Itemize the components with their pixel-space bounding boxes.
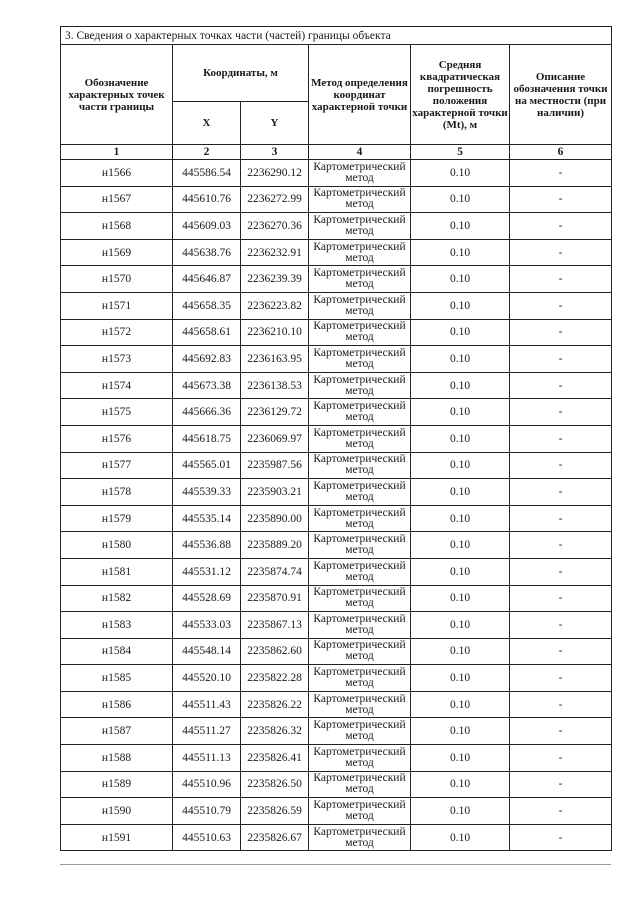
- method-line2: метод: [345, 304, 374, 317]
- method-cell: [309, 266, 411, 293]
- accuracy-cell: 0.10: [411, 479, 510, 506]
- accuracy-cell: 0.10: [411, 452, 510, 479]
- y-coordinate-cell: 2235889.20: [241, 532, 309, 559]
- accuracy-cell: 0.10: [411, 612, 510, 639]
- method-line1: Картометрический: [313, 639, 406, 652]
- description-cell: -: [510, 479, 612, 506]
- method-line2: метод: [345, 597, 374, 610]
- table-row: [61, 824, 612, 851]
- y-coordinate-cell: 2236223.82: [241, 292, 309, 319]
- header-accuracy: Средняя квадратическая погрешность положения характерной точки (Mt), м: [411, 45, 510, 145]
- description-cell: -: [510, 160, 612, 187]
- description-cell: -: [510, 425, 612, 452]
- column-number: 6: [510, 145, 612, 160]
- x-coordinate-cell: 445539.33: [173, 479, 241, 506]
- header-y: Y: [241, 102, 309, 145]
- section-title: 3. Сведения о характерных точках части (частей) границы объекта: [61, 27, 612, 45]
- description-cell: -: [510, 665, 612, 692]
- table-row: [61, 745, 612, 772]
- y-coordinate-cell: 2235870.91: [241, 585, 309, 612]
- description-cell: -: [510, 771, 612, 798]
- description-cell: -: [510, 266, 612, 293]
- description-cell: -: [510, 239, 612, 266]
- column-number: 2: [173, 145, 241, 160]
- method-line1: Картометрический: [313, 799, 406, 812]
- method-cell: [309, 505, 411, 532]
- method-line2: метод: [345, 836, 374, 849]
- method-line1: Картометрический: [313, 453, 406, 466]
- table-row: [61, 160, 612, 187]
- table-row: [61, 771, 612, 798]
- method-line2: метод: [345, 490, 374, 503]
- header-designation: Обозначение характерных точек части границы: [61, 45, 173, 145]
- method-line1: Картометрический: [313, 666, 406, 679]
- accuracy-cell: 0.10: [411, 745, 510, 772]
- accuracy-cell: 0.10: [411, 558, 510, 585]
- method-cell: [309, 479, 411, 506]
- description-cell: -: [510, 319, 612, 346]
- accuracy-cell: 0.10: [411, 160, 510, 187]
- y-coordinate-cell: 2236210.10: [241, 319, 309, 346]
- accuracy-cell: 0.10: [411, 691, 510, 718]
- table-row: [61, 691, 612, 718]
- x-coordinate-cell: 445609.03: [173, 213, 241, 240]
- table-row: [61, 213, 612, 240]
- y-coordinate-cell: 2236272.99: [241, 186, 309, 213]
- method-line2: метод: [345, 677, 374, 690]
- method-cell: [309, 319, 411, 346]
- table-row: [61, 346, 612, 373]
- y-coordinate-cell: 2235862.60: [241, 638, 309, 665]
- accuracy-cell: 0.10: [411, 585, 510, 612]
- column-number: 5: [411, 145, 510, 160]
- point-id-cell: н1574: [61, 372, 173, 399]
- point-id-cell: н1589: [61, 771, 173, 798]
- y-coordinate-cell: 2236138.53: [241, 372, 309, 399]
- table-row: [61, 665, 612, 692]
- method-line2: метод: [345, 544, 374, 557]
- method-line1: Картометрический: [313, 586, 406, 599]
- method-cell: [309, 346, 411, 373]
- description-cell: -: [510, 213, 612, 240]
- point-id-cell: н1570: [61, 266, 173, 293]
- y-coordinate-cell: 2235826.22: [241, 691, 309, 718]
- table-row: [61, 718, 612, 745]
- table-row: [61, 638, 612, 665]
- point-id-cell: н1582: [61, 585, 173, 612]
- point-id-cell: н1581: [61, 558, 173, 585]
- table-body: [61, 160, 612, 851]
- accuracy-cell: 0.10: [411, 186, 510, 213]
- table-row: [61, 612, 612, 639]
- x-coordinate-cell: 445638.76: [173, 239, 241, 266]
- point-id-cell: н1591: [61, 824, 173, 851]
- table-row: [61, 292, 612, 319]
- method-cell: [309, 399, 411, 426]
- table-row: [61, 266, 612, 293]
- y-coordinate-cell: 2235822.28: [241, 665, 309, 692]
- accuracy-cell: 0.10: [411, 292, 510, 319]
- method-cell: [309, 292, 411, 319]
- method-line2: метод: [345, 437, 374, 450]
- description-cell: -: [510, 292, 612, 319]
- method-line1: Картометрический: [313, 160, 406, 173]
- y-coordinate-cell: 2235826.67: [241, 824, 309, 851]
- accuracy-cell: 0.10: [411, 824, 510, 851]
- table-row: [61, 558, 612, 585]
- x-coordinate-cell: 445531.12: [173, 558, 241, 585]
- method-line2: метод: [345, 224, 374, 237]
- description-cell: -: [510, 745, 612, 772]
- point-id-cell: н1566: [61, 160, 173, 187]
- description-cell: -: [510, 372, 612, 399]
- point-id-cell: н1578: [61, 479, 173, 506]
- method-line1: Картометрический: [313, 267, 406, 280]
- x-coordinate-cell: 445658.61: [173, 319, 241, 346]
- table-row: [61, 452, 612, 479]
- table-row: [61, 239, 612, 266]
- point-id-cell: н1580: [61, 532, 173, 559]
- method-cell: [309, 612, 411, 639]
- method-line1: Картометрический: [313, 240, 406, 253]
- method-line1: Картометрический: [313, 373, 406, 386]
- method-cell: [309, 745, 411, 772]
- method-line2: метод: [345, 278, 374, 291]
- method-line1: Картометрический: [313, 213, 406, 226]
- method-cell: [309, 425, 411, 452]
- x-coordinate-cell: 445586.54: [173, 160, 241, 187]
- point-id-cell: н1576: [61, 425, 173, 452]
- x-coordinate-cell: 445510.96: [173, 771, 241, 798]
- page-bottom-rule: [60, 864, 611, 865]
- method-line2: метод: [345, 570, 374, 583]
- header-method: Метод определения координат характерной точки: [309, 45, 411, 145]
- accuracy-cell: 0.10: [411, 532, 510, 559]
- accuracy-cell: 0.10: [411, 718, 510, 745]
- method-line2: метод: [345, 198, 374, 211]
- method-line1: Картометрический: [313, 745, 406, 758]
- table-row: [61, 399, 612, 426]
- method-cell: [309, 372, 411, 399]
- accuracy-cell: 0.10: [411, 425, 510, 452]
- point-id-cell: н1571: [61, 292, 173, 319]
- table-row: [61, 425, 612, 452]
- accuracy-cell: 0.10: [411, 771, 510, 798]
- method-line1: Картометрический: [313, 293, 406, 306]
- description-cell: -: [510, 346, 612, 373]
- method-line1: Картометрический: [313, 825, 406, 838]
- accuracy-cell: 0.10: [411, 505, 510, 532]
- method-cell: [309, 665, 411, 692]
- description-cell: -: [510, 638, 612, 665]
- method-line1: Картометрический: [313, 692, 406, 705]
- method-line2: метод: [345, 783, 374, 796]
- point-id-cell: н1584: [61, 638, 173, 665]
- method-cell: [309, 558, 411, 585]
- point-id-cell: н1569: [61, 239, 173, 266]
- header-x: X: [173, 102, 241, 145]
- method-line1: Картометрический: [313, 346, 406, 359]
- description-cell: -: [510, 558, 612, 585]
- x-coordinate-cell: 445610.76: [173, 186, 241, 213]
- description-cell: -: [510, 399, 612, 426]
- y-coordinate-cell: 2235874.74: [241, 558, 309, 585]
- x-coordinate-cell: 445520.10: [173, 665, 241, 692]
- method-line1: Картометрический: [313, 612, 406, 625]
- description-cell: -: [510, 718, 612, 745]
- method-line1: Картометрический: [313, 719, 406, 732]
- y-coordinate-cell: 2236232.91: [241, 239, 309, 266]
- x-coordinate-cell: 445666.36: [173, 399, 241, 426]
- description-cell: -: [510, 612, 612, 639]
- table-row: [61, 798, 612, 825]
- point-id-cell: н1579: [61, 505, 173, 532]
- point-id-cell: н1585: [61, 665, 173, 692]
- x-coordinate-cell: 445511.13: [173, 745, 241, 772]
- point-id-cell: н1575: [61, 399, 173, 426]
- x-coordinate-cell: 445565.01: [173, 452, 241, 479]
- point-id-cell: н1587: [61, 718, 173, 745]
- boundary-points-document: [60, 26, 611, 851]
- method-line2: метод: [345, 331, 374, 344]
- x-coordinate-cell: 445535.14: [173, 505, 241, 532]
- method-cell: [309, 638, 411, 665]
- method-cell: [309, 239, 411, 266]
- description-cell: -: [510, 798, 612, 825]
- description-cell: -: [510, 824, 612, 851]
- description-cell: -: [510, 532, 612, 559]
- method-cell: [309, 824, 411, 851]
- method-cell: [309, 452, 411, 479]
- y-coordinate-cell: 2236129.72: [241, 399, 309, 426]
- x-coordinate-cell: 445692.83: [173, 346, 241, 373]
- y-coordinate-cell: 2236290.12: [241, 160, 309, 187]
- description-cell: -: [510, 505, 612, 532]
- x-coordinate-cell: 445528.69: [173, 585, 241, 612]
- y-coordinate-cell: 2236239.39: [241, 266, 309, 293]
- method-cell: [309, 186, 411, 213]
- x-coordinate-cell: 445511.27: [173, 718, 241, 745]
- method-line1: Картометрический: [313, 533, 406, 546]
- x-coordinate-cell: 445618.75: [173, 425, 241, 452]
- method-line2: метод: [345, 384, 374, 397]
- method-cell: [309, 691, 411, 718]
- column-number: 3: [241, 145, 309, 160]
- y-coordinate-cell: 2235826.32: [241, 718, 309, 745]
- x-coordinate-cell: 445510.79: [173, 798, 241, 825]
- method-cell: [309, 532, 411, 559]
- table-row: [61, 319, 612, 346]
- method-line2: метод: [345, 650, 374, 663]
- method-line1: Картометрический: [313, 187, 406, 200]
- accuracy-cell: 0.10: [411, 399, 510, 426]
- method-line1: Картометрический: [313, 772, 406, 785]
- point-id-cell: н1573: [61, 346, 173, 373]
- table-row: [61, 479, 612, 506]
- point-id-cell: н1590: [61, 798, 173, 825]
- header-coordinates: Координаты, м: [173, 45, 309, 102]
- method-line1: Картометрический: [313, 506, 406, 519]
- description-cell: -: [510, 691, 612, 718]
- method-line2: метод: [345, 756, 374, 769]
- description-cell: -: [510, 186, 612, 213]
- accuracy-cell: 0.10: [411, 372, 510, 399]
- x-coordinate-cell: 445673.38: [173, 372, 241, 399]
- y-coordinate-cell: 2236163.95: [241, 346, 309, 373]
- column-number: 4: [309, 145, 411, 160]
- point-id-cell: н1577: [61, 452, 173, 479]
- method-line2: метод: [345, 411, 374, 424]
- boundary-points-table: [60, 26, 612, 851]
- method-cell: [309, 718, 411, 745]
- point-id-cell: н1567: [61, 186, 173, 213]
- x-coordinate-cell: 445658.35: [173, 292, 241, 319]
- point-id-cell: н1568: [61, 213, 173, 240]
- method-line1: Картометрический: [313, 479, 406, 492]
- x-coordinate-cell: 445536.88: [173, 532, 241, 559]
- y-coordinate-cell: 2236270.36: [241, 213, 309, 240]
- table-row: [61, 585, 612, 612]
- x-coordinate-cell: 445646.87: [173, 266, 241, 293]
- x-coordinate-cell: 445510.63: [173, 824, 241, 851]
- table-row: [61, 532, 612, 559]
- method-line1: Картометрический: [313, 400, 406, 413]
- x-coordinate-cell: 445511.43: [173, 691, 241, 718]
- method-cell: [309, 771, 411, 798]
- point-id-cell: н1583: [61, 612, 173, 639]
- method-line1: Картометрический: [313, 426, 406, 439]
- method-line2: метод: [345, 464, 374, 477]
- method-cell: [309, 798, 411, 825]
- accuracy-cell: 0.10: [411, 239, 510, 266]
- description-cell: -: [510, 452, 612, 479]
- y-coordinate-cell: 2235826.59: [241, 798, 309, 825]
- accuracy-cell: 0.10: [411, 638, 510, 665]
- y-coordinate-cell: 2235890.00: [241, 505, 309, 532]
- method-line1: Картометрический: [313, 320, 406, 333]
- method-line2: метод: [345, 703, 374, 716]
- method-line2: метод: [345, 357, 374, 370]
- point-id-cell: н1586: [61, 691, 173, 718]
- y-coordinate-cell: 2235826.50: [241, 771, 309, 798]
- table-row: [61, 186, 612, 213]
- x-coordinate-cell: 445548.14: [173, 638, 241, 665]
- method-cell: [309, 213, 411, 240]
- method-cell: [309, 160, 411, 187]
- method-line2: метод: [345, 517, 374, 530]
- y-coordinate-cell: 2235867.13: [241, 612, 309, 639]
- y-coordinate-cell: 2235826.41: [241, 745, 309, 772]
- y-coordinate-cell: 2236069.97: [241, 425, 309, 452]
- accuracy-cell: 0.10: [411, 346, 510, 373]
- y-coordinate-cell: 2235987.56: [241, 452, 309, 479]
- accuracy-cell: 0.10: [411, 798, 510, 825]
- description-cell: -: [510, 585, 612, 612]
- method-line2: метод: [345, 251, 374, 264]
- point-id-cell: н1588: [61, 745, 173, 772]
- table-row: [61, 372, 612, 399]
- x-coordinate-cell: 445533.03: [173, 612, 241, 639]
- method-line2: метод: [345, 810, 374, 823]
- accuracy-cell: 0.10: [411, 665, 510, 692]
- accuracy-cell: 0.10: [411, 213, 510, 240]
- table-row: [61, 505, 612, 532]
- accuracy-cell: 0.10: [411, 266, 510, 293]
- method-line1: Картометрический: [313, 559, 406, 572]
- method-line2: метод: [345, 730, 374, 743]
- column-number: 1: [61, 145, 173, 160]
- accuracy-cell: 0.10: [411, 319, 510, 346]
- method-line2: метод: [345, 171, 374, 184]
- header-description: Описание обозначения точки на местности (при наличии): [510, 45, 612, 145]
- y-coordinate-cell: 2235903.21: [241, 479, 309, 506]
- method-cell: [309, 585, 411, 612]
- method-line2: метод: [345, 623, 374, 636]
- point-id-cell: н1572: [61, 319, 173, 346]
